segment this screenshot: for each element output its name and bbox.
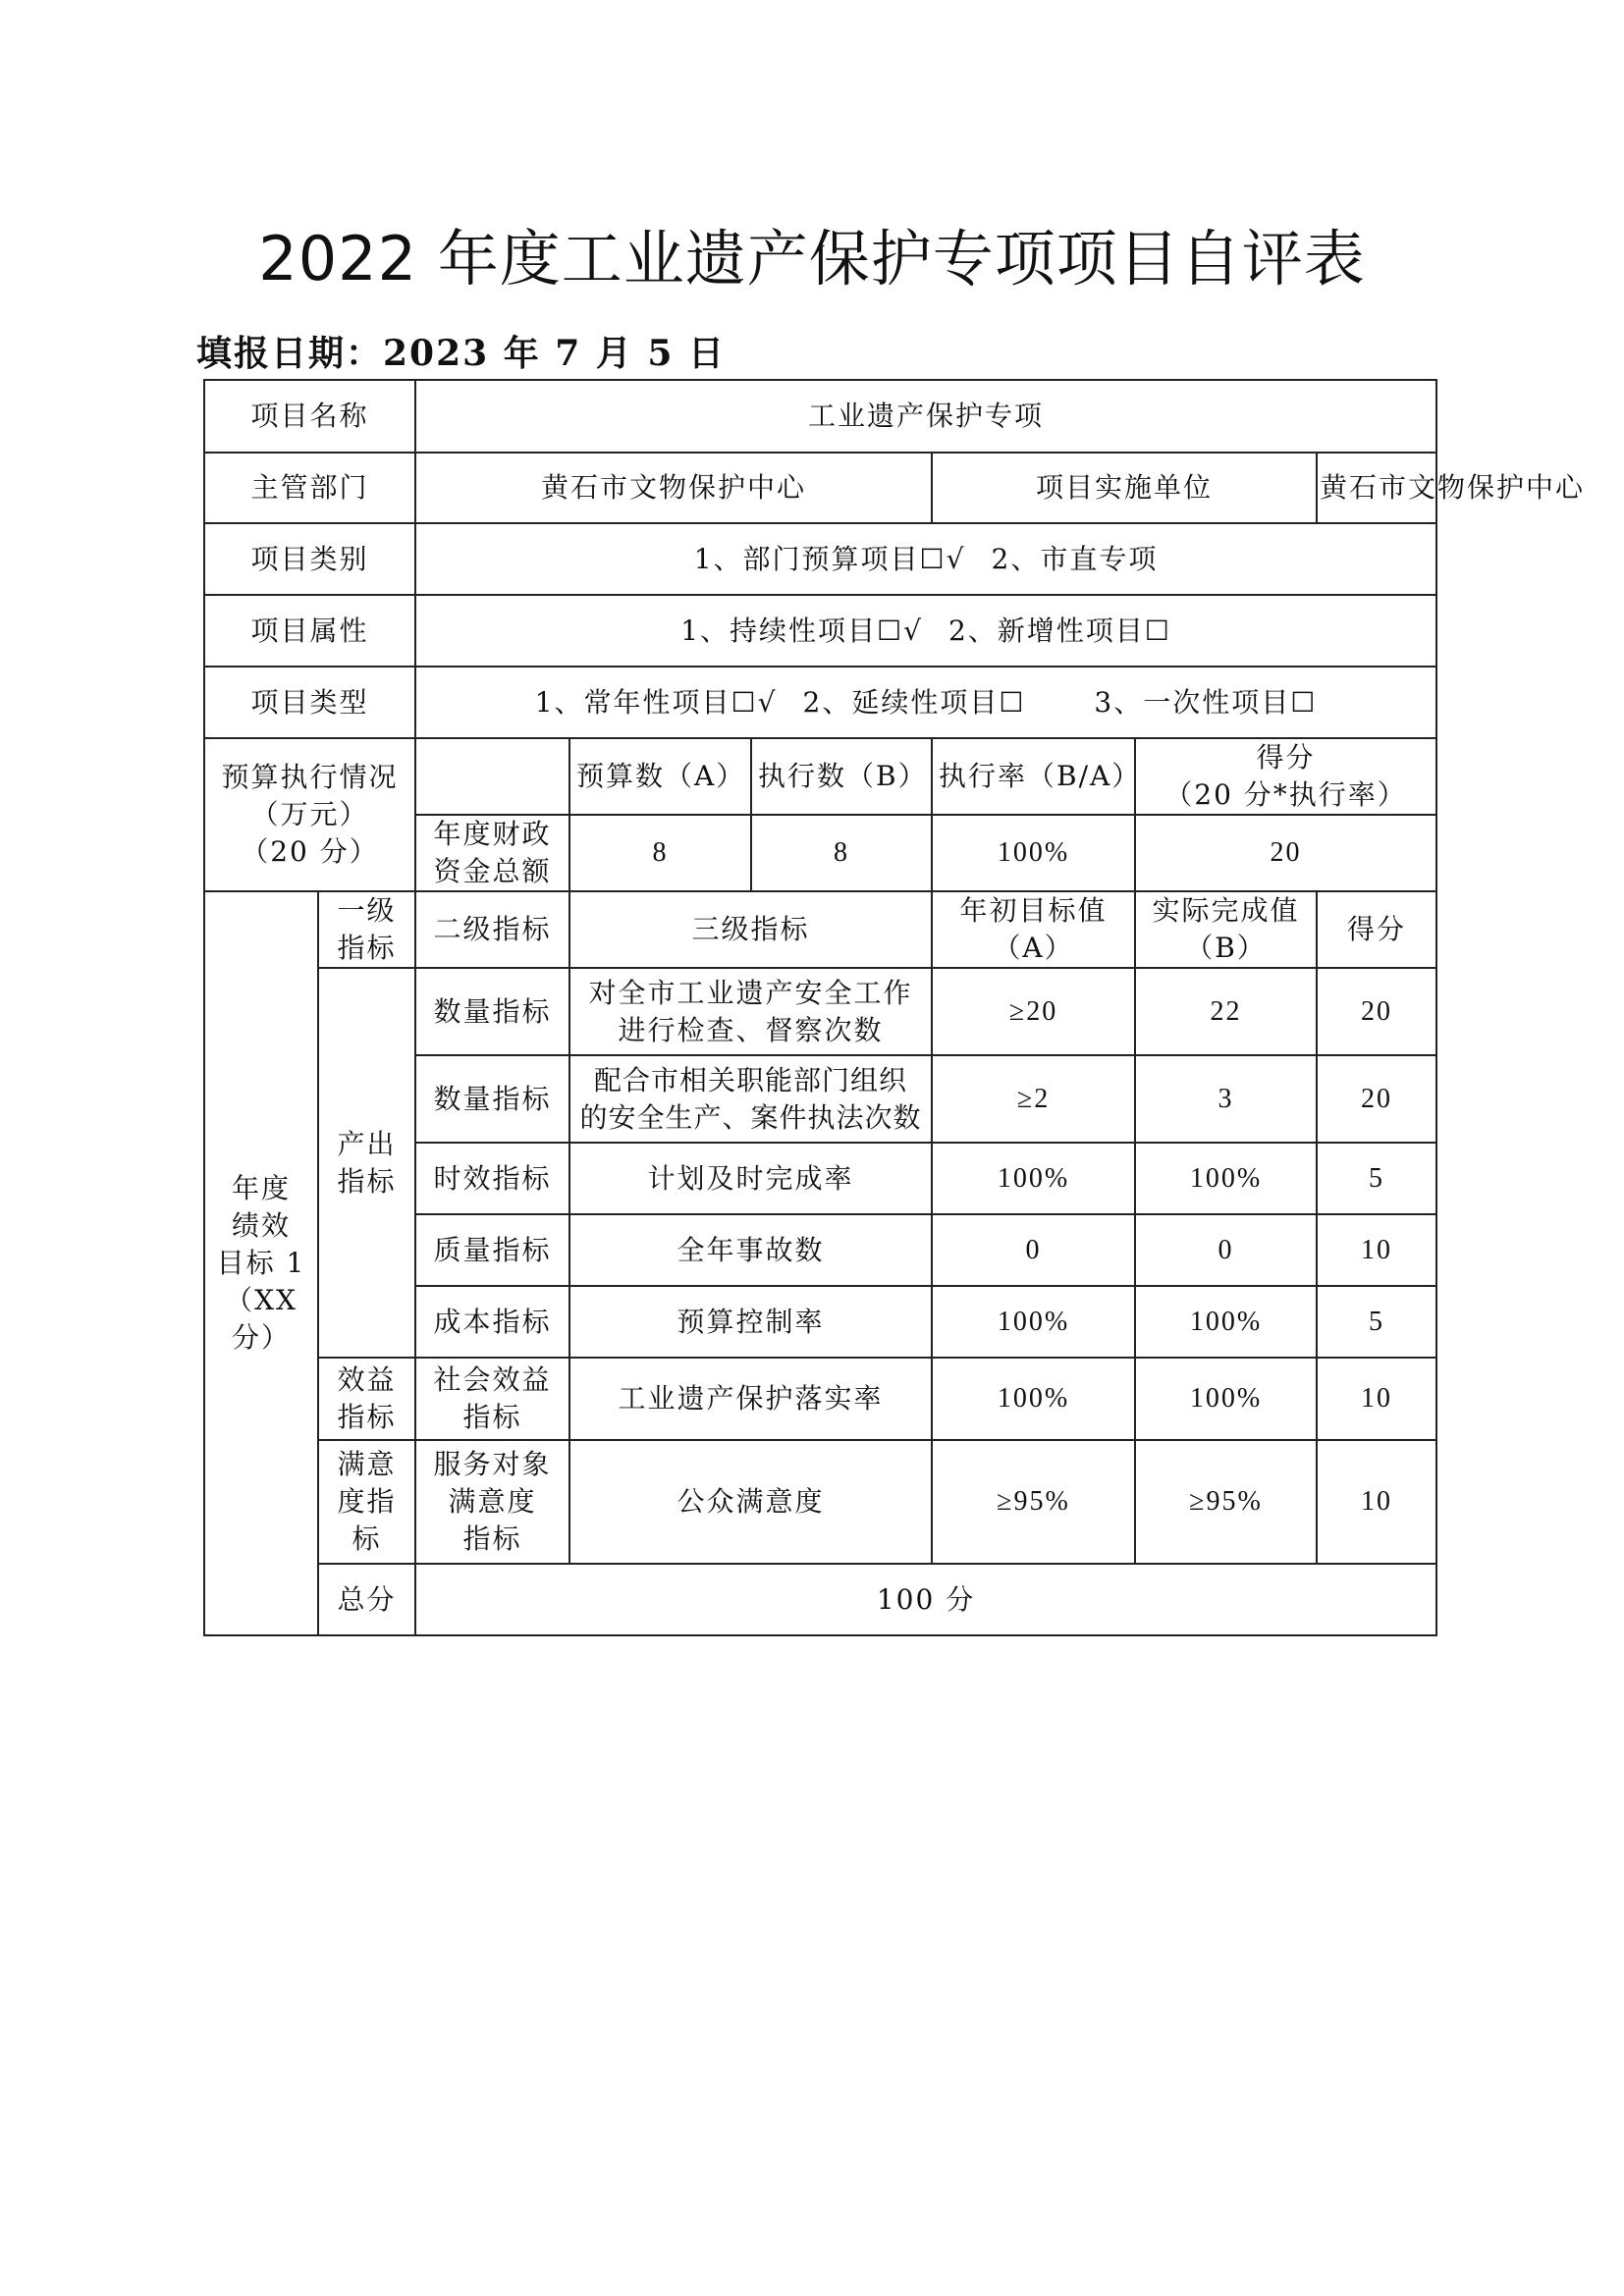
attribute-option-1: 1、持续性项目☐√ [680,614,923,647]
level3-cell: 对全市工业遗产安全工作 进行检查、督察次数 [569,968,932,1055]
total-row [204,1564,1436,1635]
actual-cell: ≥95% [1135,1440,1317,1564]
score-cell: 5 [1317,1286,1436,1358]
category-label: 项目类别 [204,523,415,595]
budget-value: 8 [569,815,751,891]
budget-row-label: 年度财政 资金总额 [415,815,569,891]
score-cell: 10 [1317,1358,1436,1440]
score-header: 得分 [1317,891,1436,968]
attribute-option-2: 2、新增性项目☐ [947,614,1171,647]
budget-header-row [204,738,1436,815]
score-cell: 20 [1317,968,1436,1055]
level2-cell: 成本指标 [415,1286,569,1358]
level2-cell: 数量指标 [415,1055,569,1143]
target-cell: 100% [932,1286,1135,1358]
actual-cell: 100% [1135,1358,1317,1440]
perf-row [204,1440,1436,1564]
budget-label: 预算执行情况 （万元） （20 分） [204,738,415,891]
level3-cell: 工业遗产保护落实率 [569,1358,932,1440]
budget-empty-cell [415,738,569,815]
department-label: 主管部门 [204,453,415,523]
type-options [415,667,1436,738]
category-option-1: 1、部门预算项目☐√ [693,542,966,575]
perf-side-label: 年度 绩效 目标 1 （XX 分） [204,891,318,1635]
attribute-label: 项目属性 [204,595,415,667]
score-cell: 10 [1317,1214,1436,1286]
implementer-value: 黄石市文物保护中心 [1317,453,1436,523]
score-cell: 20 [1317,1055,1436,1143]
department-row [204,453,1436,523]
target-cell: ≥20 [932,968,1135,1055]
perf-row [204,1358,1436,1440]
level3-cell: 计划及时完成率 [569,1143,932,1214]
level2-cell: 服务对象 满意度 指标 [415,1440,569,1564]
attribute-row [204,595,1436,667]
type-option-2: 2、延续性项目☐ [802,685,1026,719]
type-option-3: 3、一次性项目☐ [1094,685,1318,719]
level2-cell: 质量指标 [415,1214,569,1286]
rate-value: 100% [932,815,1135,891]
category-option-2: 2、市直专项 [991,542,1159,575]
perf-header-row [204,891,1436,968]
self-evaluation-table [203,379,1586,1636]
score-cell: 5 [1317,1143,1436,1214]
target-cell: ≥95% [932,1440,1135,1564]
type-option-1: 1、常年性项目☐√ [534,685,778,719]
level2-cell: 时效指标 [415,1143,569,1214]
project-name-row [204,380,1436,453]
target-cell: ≥2 [932,1055,1135,1143]
implementer-label: 项目实施单位 [932,453,1317,523]
target-cell: 100% [932,1358,1135,1440]
actual-cell: 100% [1135,1143,1317,1214]
type-row [204,667,1436,738]
total-label: 总分 [318,1564,415,1635]
budget-col-exec: 执行数（B） [751,738,932,815]
target-header: 年初目标值 （A） [932,891,1135,968]
level3-cell: 预算控制率 [569,1286,932,1358]
perf-row [204,968,1436,1055]
fill-date: 填报日期：2023 年 7 月 5 日 [196,333,726,374]
total-value: 100 分 [415,1564,1436,1635]
score-cell: 10 [1317,1440,1436,1564]
category-row [204,523,1436,595]
department-value: 黄石市文物保护中心 [415,453,932,523]
actual-cell: 3 [1135,1055,1317,1143]
group-output-label: 产出 指标 [318,968,415,1358]
actual-cell: 22 [1135,968,1317,1055]
actual-header: 实际完成值 （B） [1135,891,1317,968]
target-cell: 0 [932,1214,1135,1286]
type-label: 项目类型 [204,667,415,738]
attribute-options [415,595,1436,667]
level1-header: 一级 指标 [318,891,415,968]
level3-header: 三级指标 [569,891,932,968]
actual-cell: 0 [1135,1214,1317,1286]
level2-cell: 数量指标 [415,968,569,1055]
exec-value: 8 [751,815,932,891]
budget-col-score: 得分 （20 分*执行率） [1135,738,1436,815]
page-title: 2022 年度工业遗产保护专项项目自评表 [258,223,1366,294]
budget-col-rate: 执行率（B/A） [932,738,1135,815]
level2-cell: 社会效益 指标 [415,1358,569,1440]
level2-header: 二级指标 [415,891,569,968]
level3-cell: 配合市相关职能部门组织 的安全生产、案件执法次数 [569,1055,932,1143]
budget-score-value: 20 [1135,815,1436,891]
level3-cell: 公众满意度 [569,1440,932,1564]
level3-cell: 全年事故数 [569,1214,932,1286]
group-benefit-label: 效益 指标 [318,1358,415,1440]
actual-cell: 100% [1135,1286,1317,1358]
project-name-label: 项目名称 [204,380,415,453]
category-options [415,523,1436,595]
target-cell: 100% [932,1143,1135,1214]
group-satisfaction-label: 满意 度指 标 [318,1440,415,1564]
budget-col-budget: 预算数（A） [569,738,751,815]
project-name-value: 工业遗产保护专项 [415,380,1436,453]
